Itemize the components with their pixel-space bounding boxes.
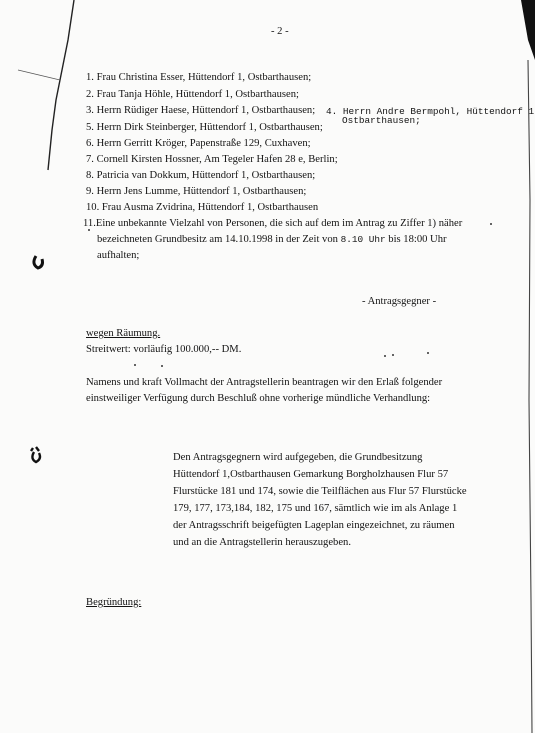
- scan-speck: [490, 223, 492, 225]
- party-list-item-11-line2: [97, 233, 447, 246]
- party-list-item: 2. Frau Tanja Höhle, Hüttendorf 1, Ostbarthausen;: [86, 89, 299, 100]
- scan-speck: [88, 229, 90, 231]
- begruendung-heading: Begründung:: [86, 597, 142, 608]
- party-list-item: 5. Herrn Dirk Steinberger, Hüttendorf 1, Ostbarthausen;: [86, 122, 323, 133]
- right-edge-line: [528, 60, 532, 733]
- typed-insert-line: Ostbarthausen;: [342, 115, 421, 126]
- scan-speck: [161, 365, 163, 367]
- wegen-heading: wegen Räumung.: [86, 328, 161, 339]
- scan-speck: [384, 355, 386, 357]
- party-list-item: 6. Herrn Gerritt Kröger, Papenstraße 129, Cuxhaven;: [86, 138, 311, 149]
- scan-speck: [134, 364, 136, 366]
- punch-mark: [34, 256, 43, 268]
- party-list-item: 8. Patricia van Dokkum, Hüttendorf 1, Ostbarthausen;: [86, 170, 316, 181]
- order-paragraph-line: Hüttendorf 1,Ostbarthausen Gemarkung Borgholzhausen Flur 57: [173, 469, 449, 480]
- item11-time: 8.10 Uhr: [340, 234, 386, 245]
- intro-paragraph-line: einstweiliger Verfügung durch Beschluß ohne vorherige mündliche Verhandlung:: [86, 393, 431, 404]
- right-edge-shadow: [521, 0, 535, 60]
- party-list-item-11: 11.Eine unbekannte Vielzahl von Personen, die sich auf dem im Antrag zu Ziffer 1) näher: [83, 218, 463, 229]
- scan-streak-line: [18, 70, 60, 80]
- order-paragraph-line: Den Antragsgegnern wird aufgegeben, die Grundbesitzung: [173, 452, 423, 463]
- order-paragraph-line: der Antragsschrift beigefügten Lageplan eingezeichnet, zu räumen: [173, 520, 455, 531]
- intro-paragraph-line: Namens und kraft Vollmacht der Antragstellerin beantragen wir den Erlaß folgender: [86, 377, 443, 388]
- item11-text: bis 18:00 Uhr: [388, 234, 447, 245]
- party-list-item: 9. Herrn Jens Lumme, Hüttendorf 1, Ostbarthausen;: [86, 186, 307, 197]
- party-list-item: 7. Cornell Kirsten Hossner, Am Tegeler Hafen 28 e, Berlin;: [86, 154, 338, 165]
- punch-mark: [31, 447, 40, 462]
- typed-insert-line: 4. Herrn Andre Bermpohl, Hüttendorf 1: [326, 106, 535, 117]
- scan-speck: [427, 352, 429, 354]
- antragsgegner-label: - Antragsgegner -: [362, 296, 437, 307]
- item11-text: bezeichneten Grundbesitz am 14.10.1998 in der Zeit von: [97, 234, 338, 245]
- party-list-item: 3. Herrn Rüdiger Haese, Hüttendorf 1, Ostbarthausen;: [86, 105, 316, 116]
- scan-streak-line: [48, 0, 74, 170]
- streitwert-line: Streitwert: vorläufig 100.000,-- DM.: [86, 344, 242, 355]
- party-list-item: 1. Frau Christina Esser, Hüttendorf 1, Ostbarthausen;: [86, 72, 312, 83]
- order-paragraph-line: 179, 177, 173,184, 182, 175 und 167, sämtlich wie im als Anlage 1: [173, 503, 458, 514]
- page-number: - 2 -: [271, 26, 289, 37]
- order-paragraph-line: Flurstücke 181 und 174, sowie die Teilflächen aus Flur 57 Flurstücke: [173, 486, 467, 497]
- scan-speck: [392, 354, 394, 356]
- order-paragraph-line: und an die Antragstellerin herauszugeben.: [173, 537, 351, 548]
- party-list-item-11-line3: aufhalten;: [97, 250, 140, 261]
- party-list-item: 10. Frau Ausma Zvidrina, Hüttendorf 1, Ostbarthausen: [86, 202, 319, 213]
